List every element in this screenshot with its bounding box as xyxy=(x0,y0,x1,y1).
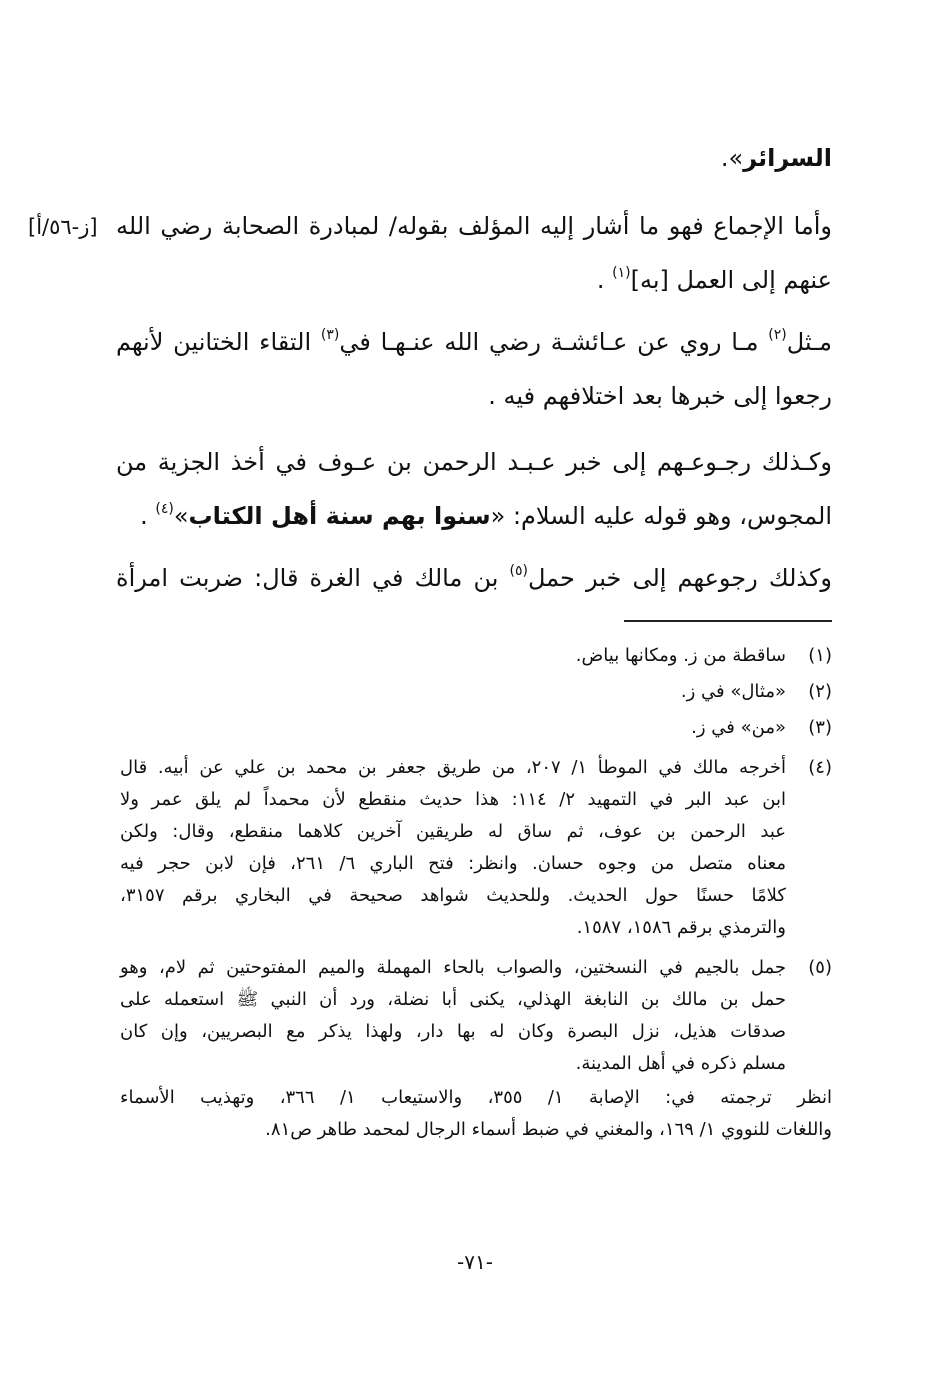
footnote-4-number: (٤) xyxy=(808,757,832,778)
footnote-5-line-5: انظر ترجمته في: الإصابة ١/ ٣٥٥، والاستيعاب ١/ ٣٦٦، وتهذيب الأسماء xyxy=(120,1087,832,1108)
body-line-7-text-a: المجوس، وهو قوله عليه السلام: « xyxy=(490,502,832,530)
page-number: -٧١- xyxy=(457,1250,493,1274)
footnote-1-text: ساقطة من ز. ومكانها بياض. xyxy=(575,645,786,666)
footnote-ref-1: (١) xyxy=(612,265,631,281)
body-line-4-text-b: مـا روي عن عـائشـة رضي الله عنـهـا في xyxy=(339,328,769,356)
body-line-4-text-a: مـثل xyxy=(786,328,832,356)
footnote-1-number: (١) xyxy=(808,645,832,666)
footnote-4-line-3: عبد الرحمن بن عوف، ثم ساق له طريقين آخرين كلاهما منقطع، وقال: ولكن xyxy=(120,821,786,842)
hadith-quote: سنوا بهم سنة أهل الكتاب xyxy=(188,502,491,530)
footnote-5-number: (٥) xyxy=(808,957,832,978)
footnote-5-line-6: واللغات للنووي ١/ ١٦٩، والمغني في ضبط أسماء الرجال لمحمد طاهر ص٨١. xyxy=(265,1119,832,1140)
footnote-5-line-1: جمل بالجيم في النسختين، والصواب بالحاء المهملة والميم المفتوحتين ثم لام، وهو xyxy=(120,957,786,978)
body-line-7 xyxy=(116,500,832,532)
footnote-ref-4: (٤) xyxy=(155,501,174,517)
body-line-4 xyxy=(116,326,832,358)
body-line-7-text-b: » xyxy=(173,502,189,530)
footnote-2-number: (٢) xyxy=(808,681,832,702)
body-line-1-tail: ». xyxy=(720,144,744,172)
body-line-3-text: عنهم إلى العمل [به] xyxy=(630,266,832,294)
footnote-ref-5: (٥) xyxy=(509,563,528,579)
footnote-ref-3: (٣) xyxy=(320,327,340,343)
footnote-4-line-1: أخرجه مالك في الموطأ ١/ ٢٠٧، من طريق جعفر بن محمد بن علي عن أبيه. قال xyxy=(120,757,786,778)
body-line-3 xyxy=(116,264,832,296)
body-line-8-text-b: بن مالك في الغرة قال: ضربت امرأة xyxy=(116,564,510,592)
body-line-1 xyxy=(116,142,832,174)
manuscript-folio-note: [ز-٥٦/أ] xyxy=(28,215,98,239)
footnote-4-line-5: كلامًا حسنًا حول الحديث. وللحديث شواهد صحيحة في البخاري برقم ٣١٥٧، xyxy=(120,885,786,906)
footnote-5-line-2: حمل بن مالك بن النابغة الهذلي، يكنى أبا نضلة، ورد أن النبي ﷺ استعمله على xyxy=(120,989,786,1010)
body-line-5: رجعوا إلى خبرها بعد اختلافهم فيه . xyxy=(488,382,832,410)
footnote-4-line-6: والترمذي برقم ١٥٨٦، ١٥٨٧. xyxy=(576,917,786,938)
footnote-5-line-4: مسلم ذكره في أهل المدينة. xyxy=(575,1053,786,1074)
footnote-4-line-4: معناه متصل من وجوه حسان. وانظر: فتح الباري ٦/ ٢٦١، فإن لابن حجر فيه xyxy=(120,853,786,874)
body-line-7-end: . xyxy=(140,502,156,530)
footnote-3-number: (٣) xyxy=(808,717,832,738)
body-line-1-bold: السرائر xyxy=(743,144,832,172)
body-line-6: وكـذلك رجـوعـهم إلى خبر عـبـد الرحمن بن عـوف في أخذ الجزية من xyxy=(116,448,832,476)
footnote-5-line-3: صدقات هذيل، نزل البصرة وكان له بها دار، ولهذا يذكر مع البصريين، وإن كان xyxy=(120,1021,786,1042)
footnote-2-text: «مثال» في ز. xyxy=(680,681,786,702)
body-line-8-text-a: وكذلك رجوعهم إلى خبر حمل xyxy=(528,564,832,592)
footnote-4-line-2: ابن عبد البر في التمهيد ٢/ ١١٤: هذا حديث منقطع لأن محمداً لم يلق عمر ولا xyxy=(120,789,786,810)
footnote-3-text: «من» في ز. xyxy=(691,717,786,738)
footnote-ref-2: (٢) xyxy=(768,327,787,343)
body-line-4-text-c: التقاء الختانين لأنهم xyxy=(116,328,321,356)
footnote-separator xyxy=(624,620,832,622)
body-line-8 xyxy=(116,562,832,594)
body-line-2: وأما الإجماع فهو ما أشار إليه المؤلف بقوله/ لمبادرة الصحابة رضي الله xyxy=(116,212,832,240)
body-line-3-end: . xyxy=(596,266,613,294)
